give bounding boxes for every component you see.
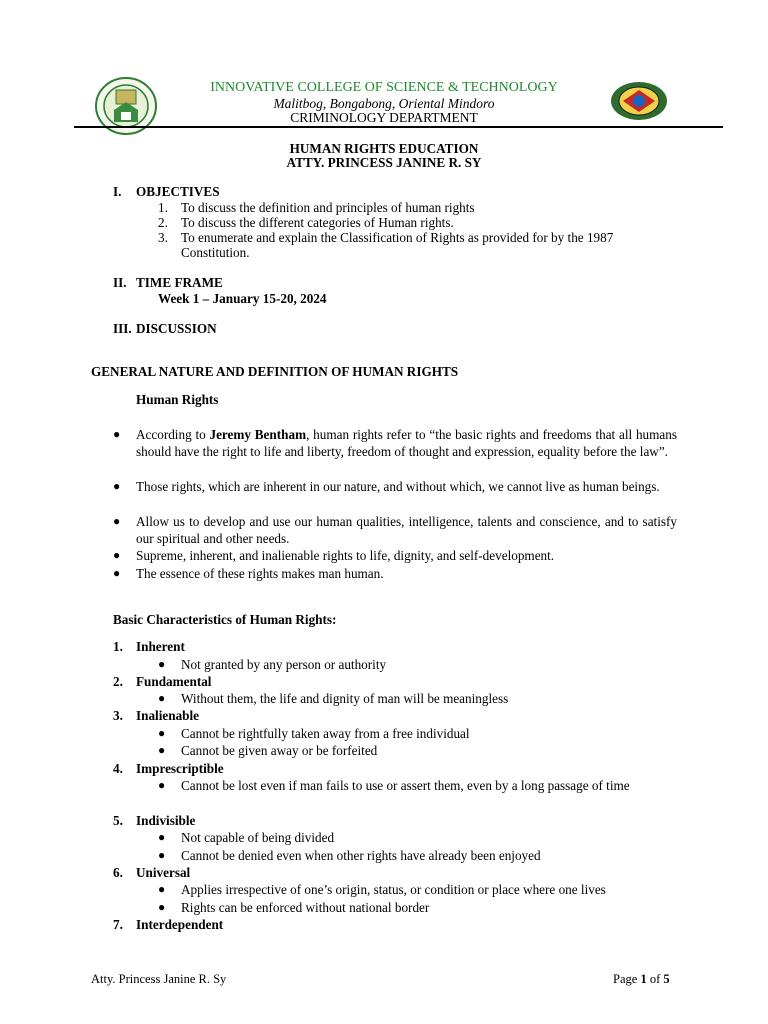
time-frame-week: Week 1 – January 15-20, 2024: [158, 291, 327, 306]
bullet-text: Those rights, which are inherent in our nature, and without which, we cannot live as human beings.: [136, 479, 660, 494]
section-number: III.: [113, 321, 132, 336]
bullet-point: ●: [113, 514, 121, 528]
objective-item-continued: Constitution.: [181, 245, 250, 260]
topic-heading: GENERAL NATURE AND DEFINITION OF HUMAN RIGHTS: [91, 364, 459, 379]
bullet-point: ●: [158, 848, 166, 862]
objective-item: To enumerate and explain the Classification of Rights as provided for by the 1987: [181, 230, 614, 245]
characteristic-point: Not capable of being divided: [181, 830, 335, 845]
department-name: CRIMINOLOGY DEPARTMENT: [290, 110, 478, 125]
characteristic-name: Universal: [136, 865, 191, 880]
characteristic-point: Cannot be given away or be forfeited: [181, 743, 378, 758]
section-number: II.: [113, 275, 127, 290]
characteristic-point: Applies irrespective of one’s origin, status, or condition or place where one lives: [181, 882, 606, 897]
characteristic-number: 6.: [113, 865, 123, 880]
header-divider: [74, 126, 723, 128]
footer-page-number: Page 1 of 5: [613, 972, 670, 986]
bullet-point: ●: [158, 830, 166, 844]
characteristic-point: Without them, the life and dignity of man will be meaningless: [181, 691, 509, 706]
bullet-point: ●: [158, 657, 166, 671]
objective-item: To discuss the definition and principles of human rights: [181, 200, 475, 215]
bullet-point: ●: [158, 900, 166, 914]
bullet-text: Supreme, inherent, and inalienable rights to life, dignity, and self-development.: [136, 548, 555, 563]
characteristic-name: Interdependent: [136, 917, 224, 932]
footer-author: Atty. Princess Janine R. Sy: [91, 972, 227, 986]
bullet-point: ●: [158, 778, 166, 792]
bullet-point: ●: [158, 882, 166, 896]
characteristic-point: Not granted by any person or authority: [181, 657, 387, 672]
section-number: I.: [113, 184, 122, 199]
characteristic-number: 2.: [113, 674, 123, 689]
bullet-point: ●: [158, 726, 166, 740]
characteristic-number: 3.: [113, 708, 123, 723]
bullet-text: The essence of these rights makes man human.: [136, 566, 384, 581]
characteristic-point: Cannot be rightfully taken away from a free individual: [181, 726, 470, 741]
characteristic-point: Rights can be enforced without national border: [181, 900, 430, 915]
subtopic-heading: Human Rights: [136, 392, 219, 407]
course-title: HUMAN RIGHTS EDUCATION: [289, 141, 479, 156]
bullet-point: ●: [158, 743, 166, 757]
characteristic-number: 1.: [113, 639, 123, 654]
bullet-text: According to Jeremy Bentham, human rights refer to “the basic rights and freedoms that all humans should have the right to life and liberty, freedom of thought and expression, equality before the law”.: [136, 427, 677, 459]
objective-item: To discuss the different categories of Human rights.: [181, 215, 454, 230]
bullet-point: ●: [113, 479, 121, 493]
list-number: 2.: [158, 215, 168, 230]
section-heading: OBJECTIVES: [136, 184, 220, 199]
characteristic-point: Cannot be denied even when other rights have already been enjoyed: [181, 848, 541, 863]
instructor-name: ATTY. PRINCESS JANINE R. SY: [286, 155, 482, 170]
list-number: 1.: [158, 200, 168, 215]
bullet-point: ●: [113, 427, 121, 441]
characteristic-name: Inherent: [136, 639, 185, 654]
school-name: INNOVATIVE COLLEGE OF SCIENCE & TECHNOLOGY: [210, 80, 558, 95]
school-location: Malitbog, Bongabong, Oriental Mindoro: [273, 96, 495, 111]
characteristic-name: Imprescriptible: [136, 761, 224, 776]
bullet-point: ●: [113, 548, 121, 562]
characteristic-name: Inalienable: [136, 708, 200, 723]
characteristic-point: Cannot be lost even if man fails to use or assert them, even by a long passage of time: [181, 778, 630, 793]
characteristic-number: 5.: [113, 813, 123, 828]
characteristic-name: Fundamental: [136, 674, 212, 689]
characteristic-name: Indivisible: [136, 813, 196, 828]
bullet-text: Allow us to develop and use our human qualities, intelligence, talents and conscience, and to satisfy our spiritual and other needs.: [136, 514, 677, 546]
characteristic-number: 4.: [113, 761, 123, 776]
characteristic-number: 7.: [113, 917, 123, 932]
bullet-point: ●: [158, 691, 166, 705]
section-heading: TIME FRAME: [136, 275, 223, 290]
section-heading: DISCUSSION: [136, 321, 217, 336]
list-number: 3.: [158, 230, 168, 245]
bullet-point: ●: [113, 566, 121, 580]
characteristics-heading: Basic Characteristics of Human Rights:: [113, 612, 337, 627]
